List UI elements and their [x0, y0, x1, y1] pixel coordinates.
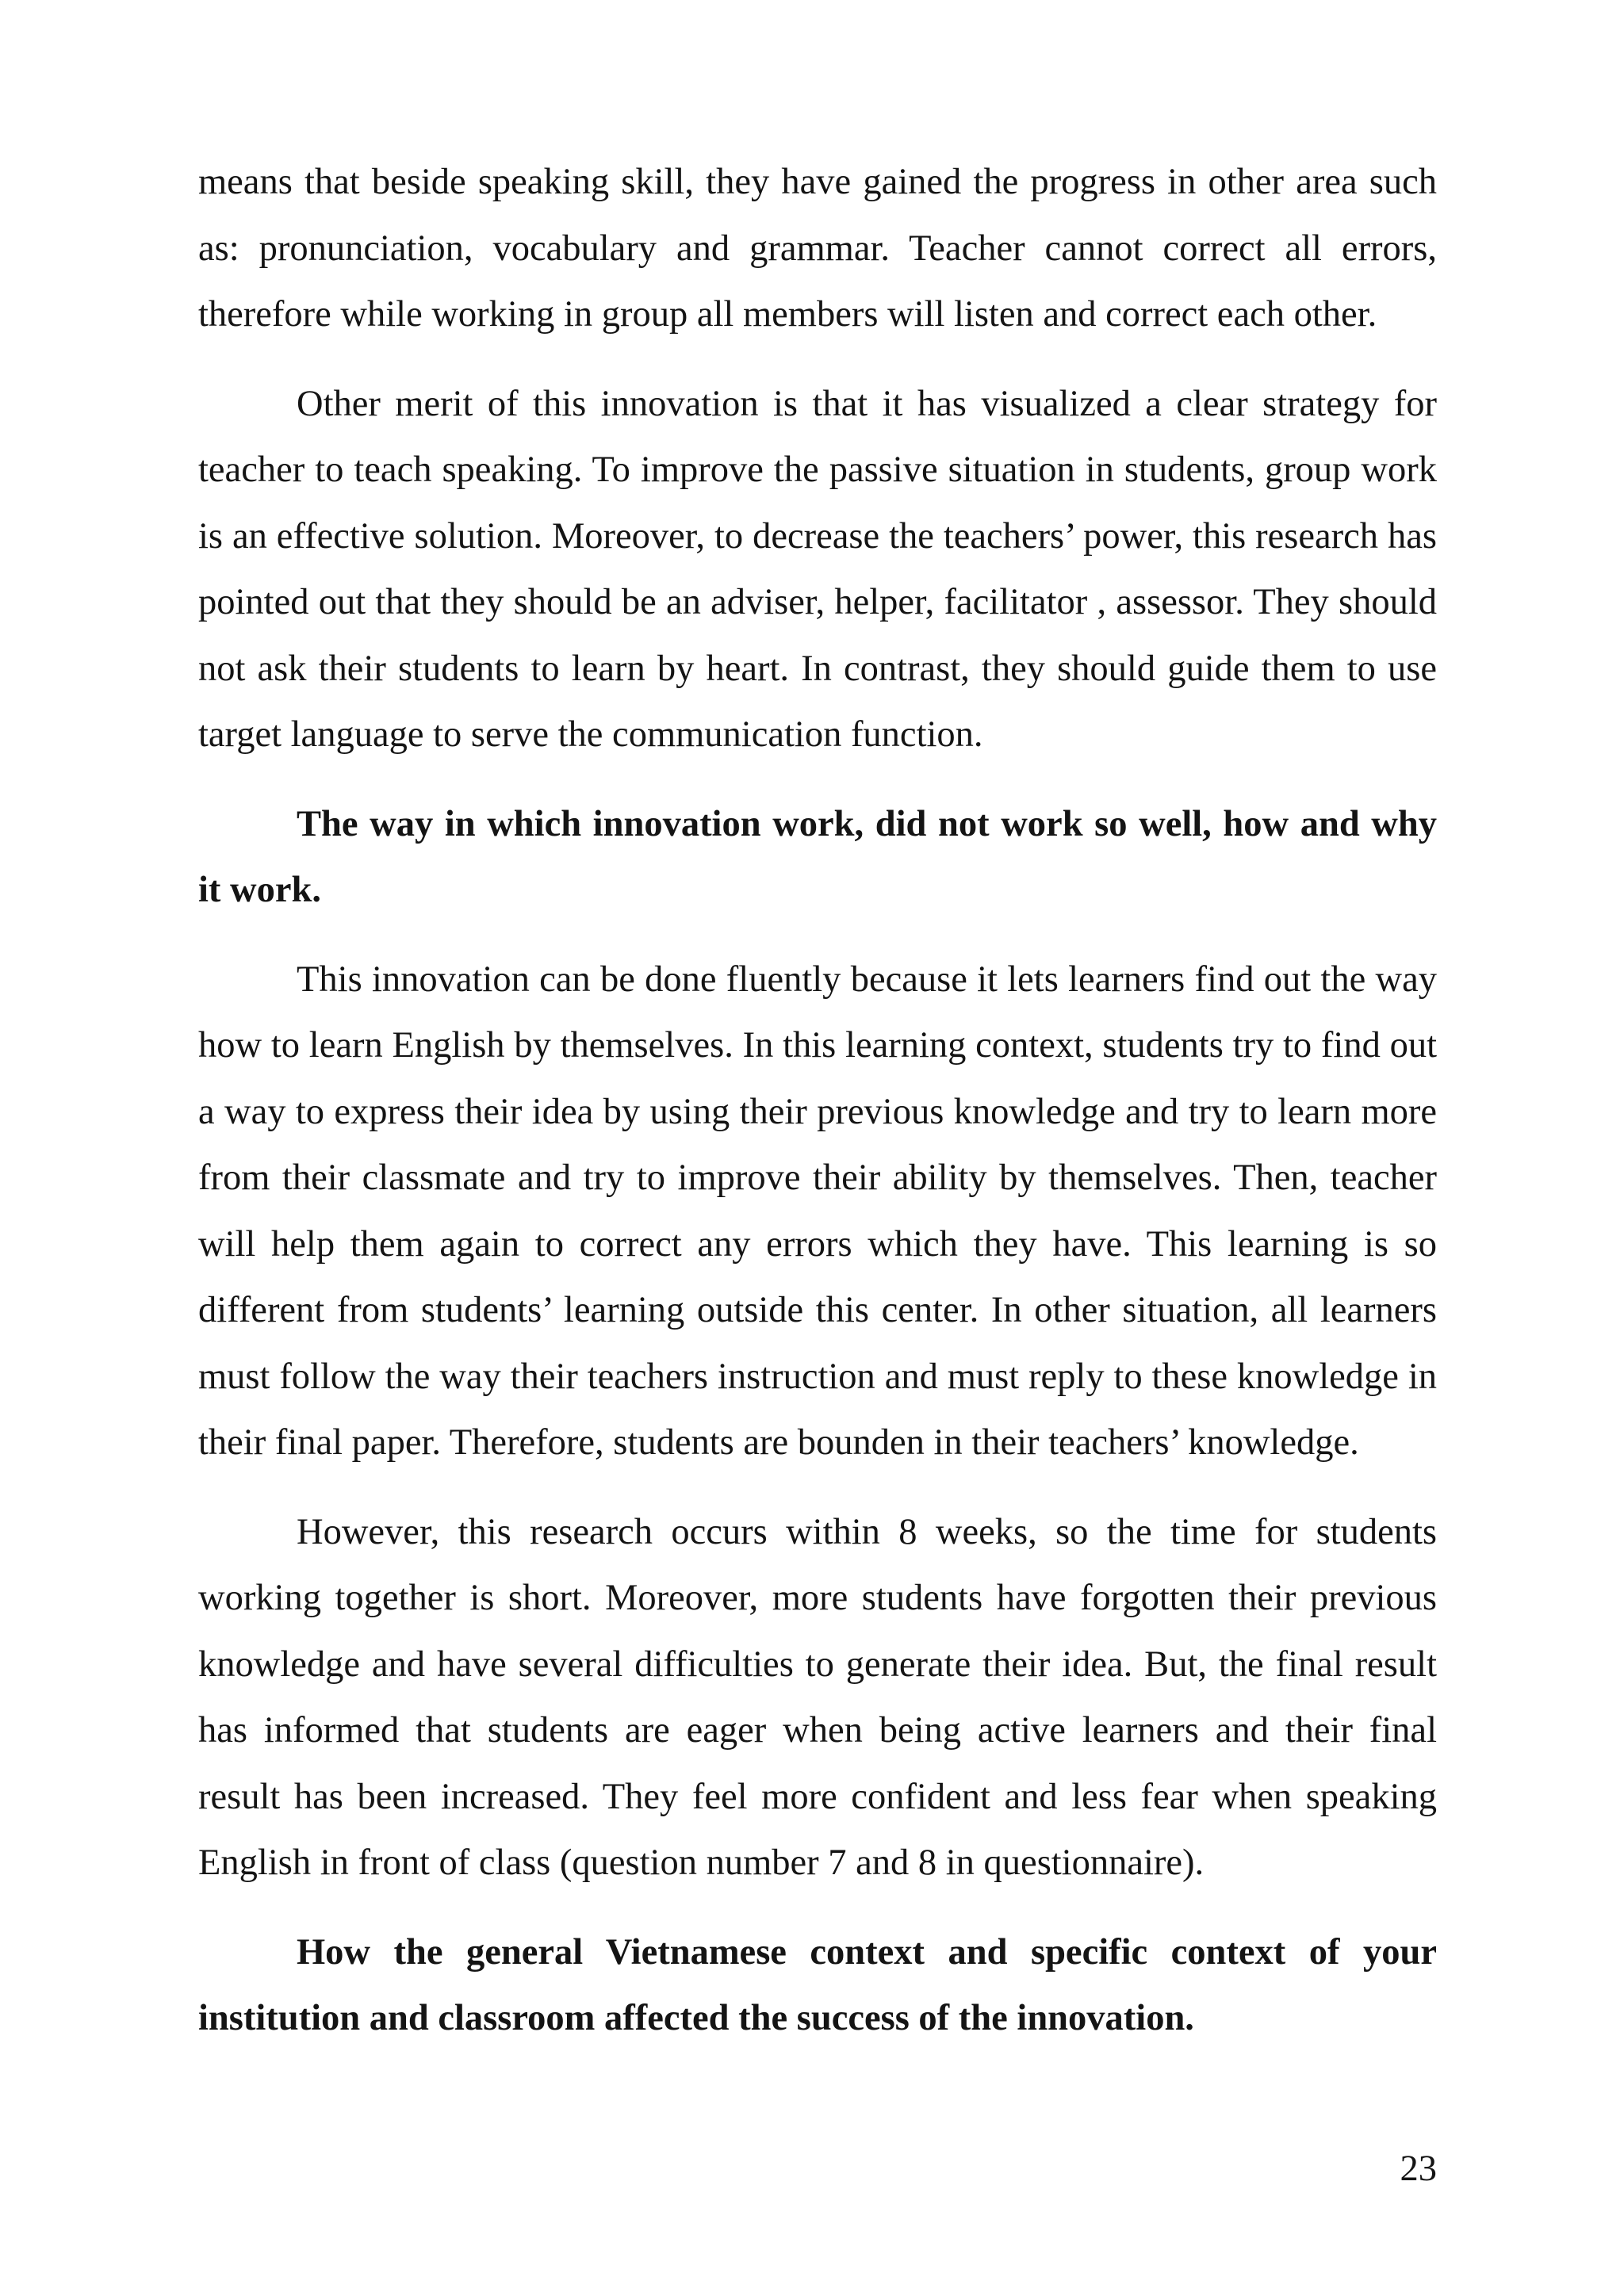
paragraph-innovation-fluency: This innovation can be done fluently because it lets learners find out the way how to learn English by themselves. In this learning context, students try to find out a way to express their idea by using their previous knowledge and try to learn more from their classmate and try to improve their ability by themselves. Then, teacher will help them again to correct any errors which they have. This learning is so different from students’ learning outside this center. In other situation, all learners must follow the way their teachers instruction and must reply to these knowledge in their final paper. Therefore, students are bounden in their teachers’ knowledge. — [198, 959, 1437, 1463]
paragraph-research-limitations: However, this research occurs within 8 weeks, so the time for students working together is short. Moreover, more students have forgotten their previous knowledge and have several difficulties to generate their idea. But, the final result has informed that students are eager when being active learners and their final result has been increased. They feel more confident and less fear when speaking English in front of class (question number 7 and 8 in questionnaire). — [198, 1511, 1437, 1883]
heading-vietnamese-context: How the general Vietnamese context and specific context of your institution and classroom affected the success of the innovation. — [198, 1931, 1437, 2038]
page-number: 23 — [1400, 2149, 1437, 2189]
paragraph-speaking-progress: means that beside speaking skill, they have gained the progress in other area such as: pronunciation, vocabulary and grammar. Teacher cannot correct all errors, therefore while working in group all members will listen and correct each other. — [198, 162, 1437, 335]
heading-how-innovation-work: The way in which innovation work, did not work so well, how and why it work. — [198, 803, 1437, 910]
page-body — [198, 149, 1437, 2052]
paragraph-innovation-merit: Other merit of this innovation is that it has visualized a clear strategy for teacher to teach speaking. To improve the passive situation in students, group work is an effective solution. Moreover, to decrease the teachers’ power, this research has pointed out that they should be an adviser, helper, facilitator , assessor. They should not ask their students to learn by heart. In contrast, they should guide them to use target language to serve the communication function. — [198, 383, 1437, 755]
